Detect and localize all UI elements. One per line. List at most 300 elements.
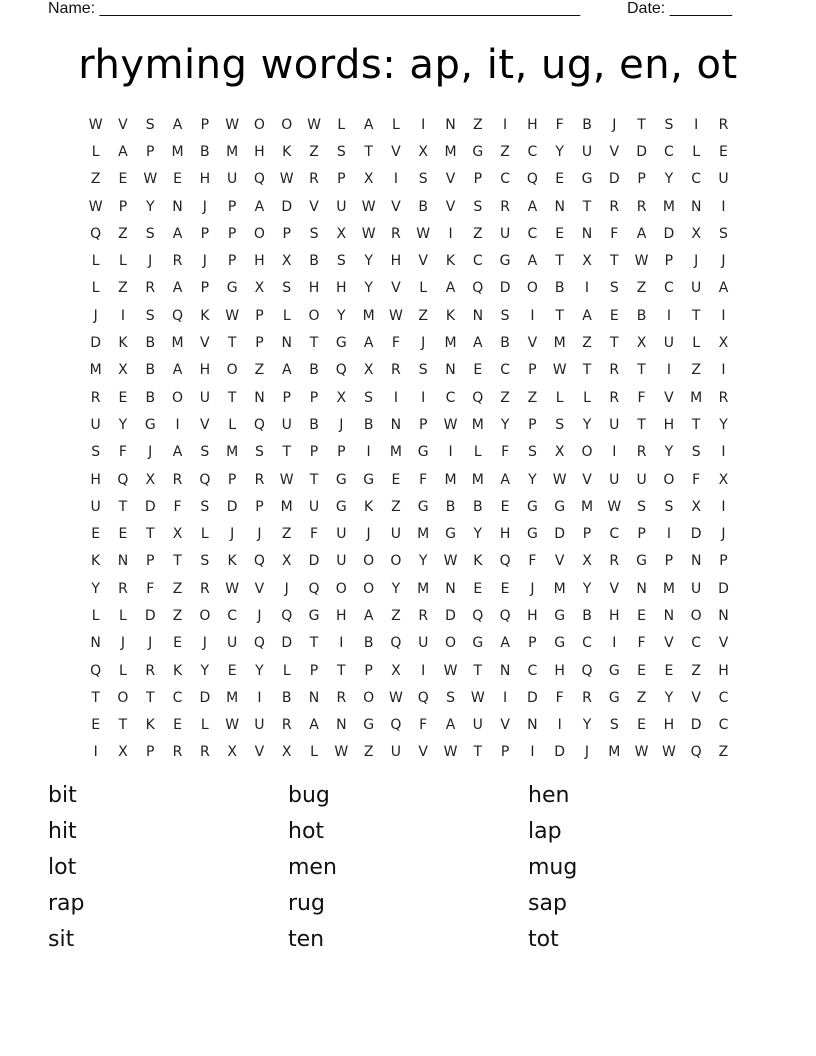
grid-letter: H	[663, 416, 675, 433]
grid-letter: W	[88, 198, 103, 215]
grid-letter: H	[663, 717, 675, 734]
grid-letter: C	[445, 389, 456, 406]
grid-letter: J	[257, 607, 262, 624]
grid-letter: W	[279, 171, 294, 188]
grid-letter: E	[555, 171, 565, 188]
grid-letter: G	[581, 171, 593, 188]
grid-letter: R	[391, 225, 401, 242]
grid-letter: S	[418, 171, 428, 188]
grid-letter: W	[307, 116, 321, 133]
word-list-item: rap	[48, 891, 85, 916]
grid-letter: I	[393, 389, 398, 406]
grid-letter: H	[554, 662, 565, 679]
grid-letter: P	[146, 744, 155, 761]
grid-letter: V	[309, 198, 319, 215]
grid-letter: L	[692, 335, 701, 352]
grid-letter: V	[554, 553, 565, 570]
grid-letter: V	[200, 416, 210, 433]
grid-letter: P	[146, 143, 155, 160]
grid-letter: P	[637, 171, 646, 188]
grid-letter: X	[718, 335, 729, 352]
grid-letter: X	[391, 662, 401, 679]
grid-letter: O	[335, 580, 347, 597]
grid-letter: Y	[582, 717, 592, 734]
grid-letter: T	[145, 526, 155, 543]
grid-letter: O	[363, 580, 375, 597]
word-list-item: hot	[288, 819, 325, 844]
grid-letter: D	[690, 717, 702, 734]
grid-letter: I	[120, 307, 126, 324]
grid-letter: J	[530, 580, 535, 597]
name-field[interactable]: Name: ______________________________________________________	[48, 0, 581, 17]
grid-letter: E	[118, 389, 128, 406]
grid-letter: J	[148, 253, 153, 270]
grid-letter: K	[91, 553, 101, 570]
grid-letter: X	[691, 225, 701, 242]
grid-letter: P	[337, 444, 346, 461]
grid-letter: E	[500, 580, 510, 597]
grid-letter: P	[500, 744, 510, 761]
grid-letter: D	[445, 607, 456, 624]
grid-letter: T	[364, 143, 373, 160]
grid-letter: Z	[254, 362, 265, 379]
grid-letter: P	[227, 253, 237, 270]
grid-letter: C	[500, 171, 510, 188]
grid-letter: K	[445, 253, 456, 270]
grid-letter: S	[309, 225, 319, 242]
grid-letter: I	[721, 307, 726, 324]
grid-letter: B	[582, 116, 592, 133]
grid-letter: I	[421, 662, 426, 679]
grid-letter: Y	[664, 444, 674, 461]
grid-letter: M	[226, 689, 239, 706]
grid-letter: N	[581, 225, 593, 242]
grid-letter: P	[200, 225, 210, 242]
grid-letter: H	[527, 116, 538, 133]
grid-letter: B	[473, 498, 483, 515]
grid-letter: V	[664, 635, 674, 652]
grid-letter: P	[528, 635, 537, 652]
grid-letter: U	[609, 416, 620, 433]
grid-letter: L	[282, 662, 291, 679]
grid-letter: I	[721, 498, 726, 515]
grid-letter: P	[582, 526, 592, 543]
grid-letter: Y	[582, 580, 592, 597]
grid-letter: V	[418, 744, 428, 761]
grid-letter: V	[609, 580, 620, 597]
grid-letter: G	[335, 498, 347, 515]
grid-letter: G	[363, 717, 375, 734]
grid-letter: F	[637, 389, 646, 406]
grid-letter: L	[91, 607, 100, 624]
grid-letter: M	[553, 335, 566, 352]
grid-letter: A	[363, 607, 374, 624]
grid-letter: W	[361, 198, 376, 215]
grid-letter: F	[501, 444, 510, 461]
grid-letter: U	[691, 280, 702, 297]
grid-letter: Z	[636, 280, 647, 297]
grid-letter: T	[582, 362, 592, 379]
grid-letter: P	[664, 253, 674, 270]
grid-letter: I	[530, 307, 535, 324]
grid-letter: T	[555, 253, 564, 270]
grid-letter: E	[664, 662, 674, 679]
grid-letter: Z	[309, 143, 319, 160]
grid-letter: R	[718, 389, 729, 406]
grid-letter: U	[390, 744, 402, 761]
grid-letter: Y	[664, 689, 674, 706]
grid-letter: Y	[364, 253, 373, 270]
grid-letter: P	[255, 307, 264, 324]
word-list-item: sit	[48, 927, 75, 952]
grid-letter: N	[554, 198, 565, 215]
grid-letter: U	[90, 498, 101, 515]
grid-letter: D	[718, 580, 729, 597]
grid-letter: D	[499, 280, 511, 297]
grid-letter: W	[443, 553, 458, 570]
grid-letter: N	[718, 607, 729, 624]
grid-letter: R	[500, 198, 510, 215]
grid-letter: Q	[390, 635, 402, 652]
grid-letter: C	[500, 362, 510, 379]
grid-letter: U	[636, 471, 647, 488]
grid-letter: O	[663, 471, 675, 488]
grid-letter: L	[91, 280, 100, 297]
grid-letter: M	[171, 335, 184, 352]
grid-letter: N	[445, 362, 456, 379]
grid-letter: L	[583, 389, 591, 406]
grid-letter: C	[691, 635, 702, 652]
grid-letter: I	[666, 307, 671, 324]
grid-letter: W	[552, 362, 567, 379]
grid-letter: I	[557, 717, 562, 734]
grid-letter: G	[472, 635, 484, 652]
grid-letter: Q	[281, 607, 293, 624]
grid-letter: T	[582, 198, 592, 215]
grid-letter: V	[582, 471, 592, 488]
grid-letter: F	[692, 471, 701, 488]
grid-letter: W	[388, 307, 403, 324]
grid-letter: S	[719, 225, 728, 242]
grid-letter: D	[199, 689, 211, 706]
grid-letter: F	[610, 225, 619, 242]
grid-letter: S	[664, 116, 674, 133]
grid-letter: D	[554, 744, 566, 761]
grid-letter: Q	[499, 607, 511, 624]
grid-letter: A	[527, 253, 538, 270]
grid-letter: S	[145, 225, 155, 242]
grid-letter: R	[309, 171, 319, 188]
grid-letter: I	[448, 444, 453, 461]
grid-letter: K	[364, 498, 374, 515]
grid-letter: E	[173, 717, 182, 734]
letter-grid	[82, 111, 737, 766]
grid-letter: R	[145, 662, 156, 679]
grid-letter: H	[718, 662, 729, 679]
grid-letter: I	[421, 116, 426, 133]
grid-letter: V	[445, 171, 456, 188]
grid-letter: J	[93, 307, 98, 324]
grid-letter: Z	[172, 580, 183, 597]
grid-letter: H	[336, 607, 347, 624]
grid-letter: M	[444, 143, 457, 160]
grid-letter: C	[718, 717, 729, 734]
grid-letter: N	[308, 689, 320, 706]
grid-letter: F	[555, 689, 564, 706]
grid-letter: U	[90, 416, 101, 433]
grid-letter: U	[336, 526, 347, 543]
grid-letter: P	[309, 389, 319, 406]
grid-letter: N	[663, 607, 675, 624]
grid-letter: O	[444, 635, 457, 652]
grid-letter: B	[445, 498, 456, 515]
grid-letter: A	[473, 335, 483, 352]
grid-letter: U	[472, 717, 483, 734]
grid-letter: W	[88, 116, 103, 133]
grid-letter: D	[144, 607, 156, 624]
grid-letter: Z	[391, 498, 401, 515]
grid-letter: Q	[90, 225, 102, 242]
grid-letter: G	[308, 607, 320, 624]
grid-letter: N	[472, 307, 484, 324]
grid-letter: W	[279, 471, 294, 488]
grid-letter: R	[145, 280, 156, 297]
grid-letter: Z	[391, 607, 401, 624]
grid-letter: V	[391, 143, 401, 160]
grid-letter: R	[172, 744, 183, 761]
grid-letter: F	[118, 444, 127, 461]
grid-letter: I	[612, 635, 617, 652]
grid-letter: Q	[253, 416, 265, 433]
grid-letter: Z	[118, 280, 128, 297]
grid-letter: G	[417, 498, 429, 515]
grid-letter: E	[719, 143, 728, 160]
grid-letter: U	[336, 198, 347, 215]
grid-letter: C	[718, 689, 729, 706]
grid-letter: O	[253, 225, 265, 242]
grid-letter: J	[148, 635, 153, 652]
grid-letter: Z	[363, 744, 374, 761]
grid-letter: B	[145, 362, 156, 379]
grid-letter: Z	[473, 225, 483, 242]
grid-letter: F	[419, 471, 428, 488]
grid-letter: M	[171, 143, 184, 160]
grid-letter: X	[582, 253, 592, 270]
grid-letter: H	[254, 253, 265, 270]
grid-letter: R	[418, 607, 429, 624]
grid-letter: Z	[691, 662, 701, 679]
grid-letter: S	[91, 444, 101, 461]
grid-letter: N	[690, 553, 702, 570]
grid-letter: P	[118, 198, 128, 215]
grid-letter: Q	[417, 689, 429, 706]
grid-letter: S	[336, 253, 346, 270]
grid-letter: P	[473, 171, 483, 188]
grid-letter: W	[607, 498, 622, 515]
grid-letter: R	[254, 471, 265, 488]
grid-letter: N	[336, 717, 347, 734]
grid-letter: P	[227, 198, 237, 215]
grid-letter: L	[310, 744, 318, 761]
grid-letter: O	[253, 116, 265, 133]
word-list-item: mug	[528, 855, 578, 880]
word-list-item: sap	[528, 891, 567, 916]
grid-letter: M	[662, 580, 675, 597]
grid-letter: G	[144, 416, 156, 433]
grid-letter: G	[417, 444, 429, 461]
grid-letter: O	[581, 444, 593, 461]
grid-letter: I	[175, 416, 180, 433]
grid-letter: W	[552, 471, 567, 488]
grid-letter: Q	[253, 635, 265, 652]
grid-letter: D	[527, 689, 538, 706]
grid-letter: W	[634, 744, 649, 761]
grid-letter: V	[391, 198, 401, 215]
grid-letter: F	[146, 580, 155, 597]
grid-letter: B	[500, 335, 510, 352]
grid-letter: E	[637, 607, 647, 624]
grid-letter: A	[254, 198, 265, 215]
grid-letter: L	[119, 253, 127, 270]
grid-letter: T	[637, 362, 646, 379]
grid-letter: X	[281, 744, 292, 761]
grid-letter: J	[257, 526, 262, 543]
grid-letter: P	[255, 335, 264, 352]
grid-letter: T	[227, 335, 237, 352]
grid-letter: I	[612, 444, 617, 461]
grid-letter: P	[227, 225, 237, 242]
grid-letter: Y	[664, 171, 674, 188]
grid-letter: N	[90, 635, 101, 652]
grid-letter: X	[254, 280, 265, 297]
grid-letter: B	[145, 335, 156, 352]
grid-letter: A	[582, 307, 592, 324]
grid-letter: T	[337, 662, 346, 679]
grid-letter: W	[416, 225, 431, 242]
grid-letter: O	[363, 553, 375, 570]
grid-letter: U	[691, 580, 702, 597]
grid-letter: H	[308, 280, 320, 297]
grid-letter: G	[608, 689, 620, 706]
grid-letter: Z	[582, 335, 592, 352]
grid-letter: R	[391, 362, 401, 379]
grid-letter: J	[284, 580, 289, 597]
grid-letter: X	[582, 553, 592, 570]
grid-letter: E	[391, 471, 401, 488]
grid-letter: E	[227, 662, 237, 679]
grid-letter: L	[91, 143, 100, 160]
grid-letter: M	[580, 498, 594, 515]
grid-letter: R	[636, 444, 647, 461]
grid-letter: U	[227, 171, 238, 188]
grid-letter: E	[118, 171, 128, 188]
grid-letter: O	[690, 607, 702, 624]
grid-letter: F	[528, 553, 537, 570]
grid-letter: W	[470, 689, 485, 706]
grid-letter: G	[554, 635, 566, 652]
grid-letter: W	[443, 416, 458, 433]
word-list-item: lot	[48, 855, 77, 880]
grid-letter: L	[282, 307, 291, 324]
grid-letter: P	[282, 225, 291, 242]
grid-letter: Z	[691, 362, 701, 379]
grid-letter: D	[663, 225, 675, 242]
grid-letter: C	[663, 280, 674, 297]
word-list-item: tot	[528, 927, 559, 952]
grid-letter: A	[281, 362, 292, 379]
grid-letter: E	[500, 498, 510, 515]
grid-letter: V	[118, 116, 128, 133]
grid-letter: A	[363, 116, 374, 133]
grid-letter: Q	[499, 553, 511, 570]
grid-letter: C	[663, 143, 674, 160]
grid-letter: Y	[337, 307, 346, 324]
grid-letter: W	[361, 225, 376, 242]
grid-letter: Q	[253, 553, 265, 570]
grid-letter: B	[363, 416, 374, 433]
grid-letter: I	[694, 116, 699, 133]
grid-letter: U	[418, 635, 429, 652]
grid-letter: B	[582, 607, 592, 624]
grid-letter: T	[637, 416, 646, 433]
grid-letter: Q	[335, 362, 347, 379]
grid-letter: Y	[528, 471, 537, 488]
grid-letter: M	[471, 416, 484, 433]
grid-letter: Z	[281, 526, 292, 543]
grid-letter: A	[118, 143, 128, 160]
grid-letter: N	[445, 580, 456, 597]
word-list-item: bit	[48, 783, 77, 808]
grid-letter: X	[145, 471, 156, 488]
grid-letter: M	[662, 198, 675, 215]
grid-letter: Q	[472, 280, 484, 297]
grid-letter: T	[555, 307, 564, 324]
grid-letter: W	[661, 744, 676, 761]
grid-letter: G	[226, 280, 238, 297]
grid-letter: P	[364, 662, 373, 679]
grid-letter: R	[609, 553, 620, 570]
grid-letter: J	[120, 635, 126, 652]
grid-letter: F	[309, 526, 319, 543]
grid-letter: Q	[690, 744, 702, 761]
grid-letter: E	[118, 526, 128, 543]
grid-letter: L	[200, 526, 209, 543]
grid-letter: Y	[391, 580, 401, 597]
grid-letter: U	[581, 143, 593, 160]
grid-letter: U	[390, 526, 402, 543]
grid-letter: G	[499, 253, 511, 270]
grid-letter: J	[612, 116, 617, 133]
grid-letter: T	[118, 717, 128, 734]
grid-letter: X	[172, 526, 183, 543]
grid-letter: W	[143, 171, 158, 188]
grid-letter: N	[117, 553, 129, 570]
grid-letter: H	[199, 362, 211, 379]
grid-letter: K	[200, 307, 210, 324]
date-field[interactable]: Date: _______	[627, 0, 732, 17]
grid-letter: V	[254, 744, 265, 761]
grid-letter: Q	[472, 607, 484, 624]
grid-letter: G	[608, 662, 620, 679]
grid-letter: P	[637, 526, 646, 543]
word-list-item: hen	[528, 783, 570, 808]
grid-letter: U	[199, 389, 210, 406]
grid-letter: T	[309, 471, 319, 488]
grid-letter: J	[694, 253, 699, 270]
grid-letter: L	[119, 607, 127, 624]
grid-letter: C	[527, 662, 538, 679]
grid-letter: A	[172, 225, 183, 242]
